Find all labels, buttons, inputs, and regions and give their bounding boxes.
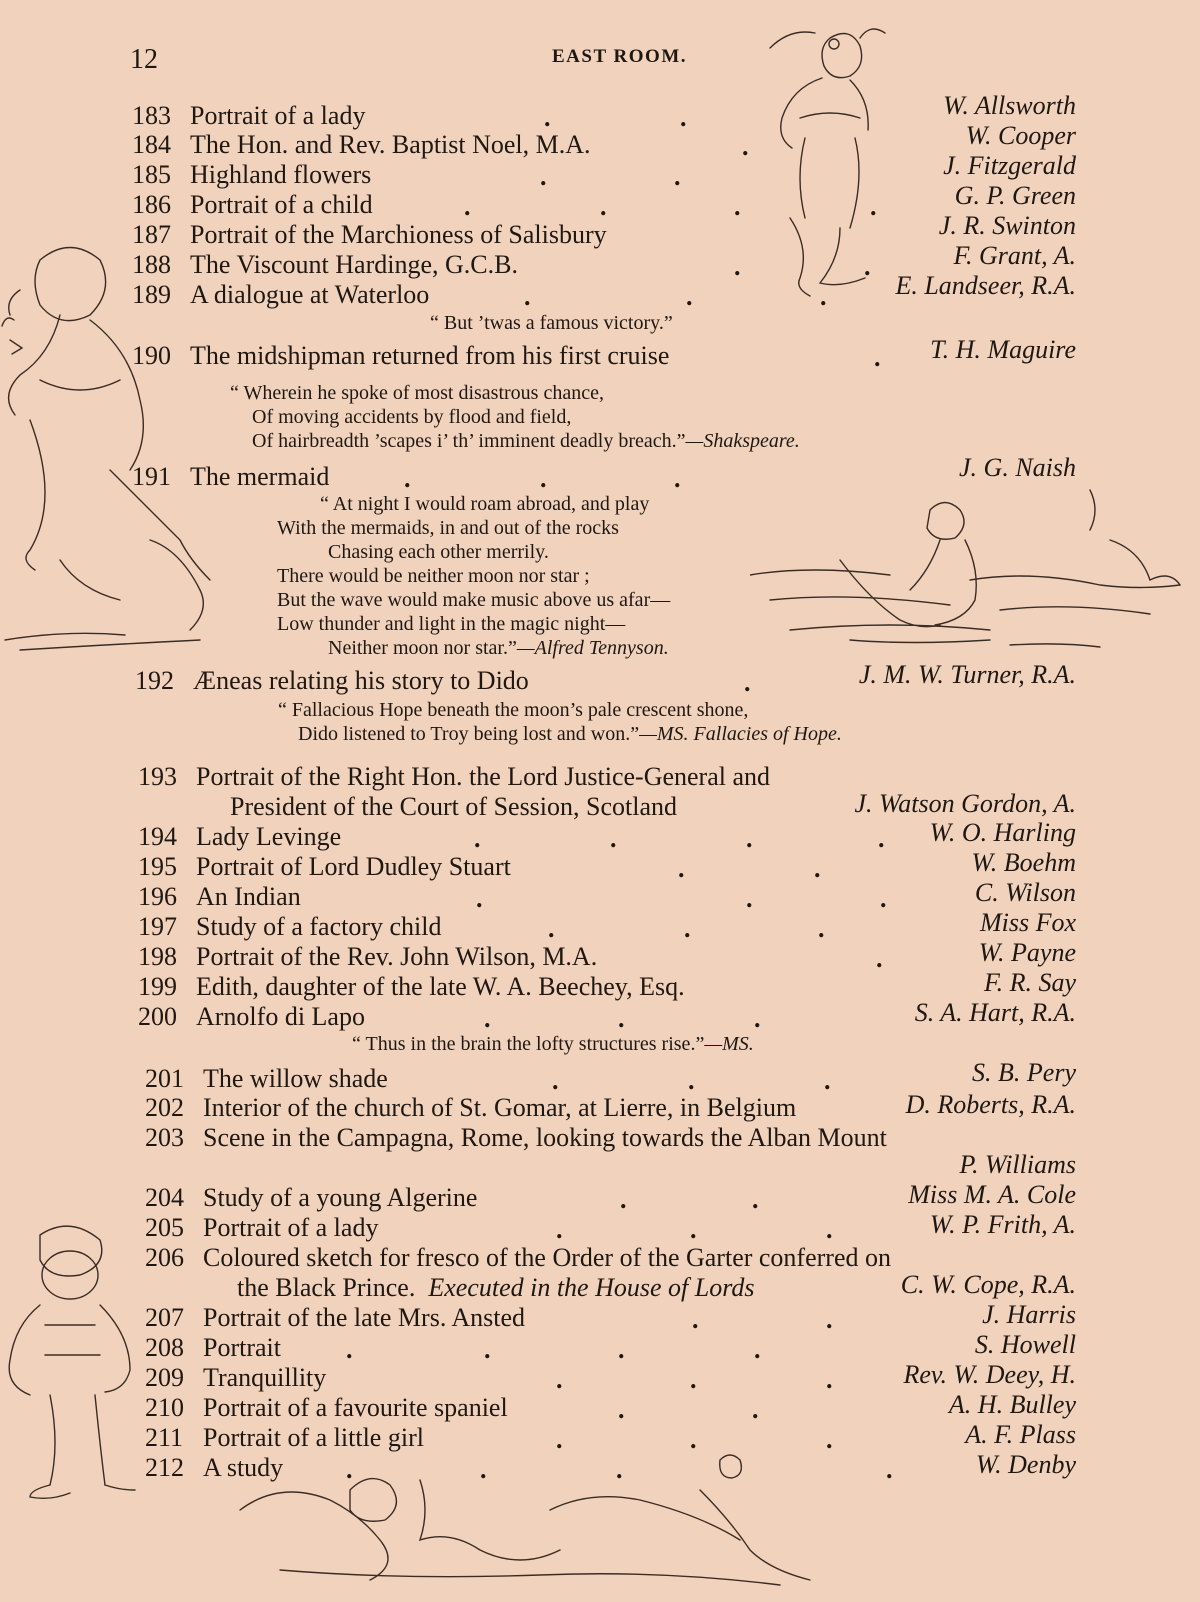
entry-title: Highland flowers [190,160,372,189]
entry-number: 207 [145,1303,184,1332]
leader-dot: . [556,1425,563,1454]
artist-189: E. Landseer, R.A. [895,271,1076,300]
leader-dot: . [616,1455,623,1484]
entry-number: 184 [132,130,171,159]
entry-title: Tranquillity [203,1363,327,1392]
entry-title: An Indian [196,882,301,911]
quote-200 [352,1032,754,1056]
sketch-figure-top-right [760,18,900,308]
entry-number: 186 [132,190,171,219]
quote-text: “ Thus in the brain the lofty structures rise.” [352,1033,705,1055]
quote-text: Dido listened to Troy being lost and won.” [298,723,640,745]
leader-dot: . [880,884,887,913]
artist-190: T. H. Maguire [930,335,1076,364]
leader-dot: . [744,668,751,697]
leader-dot: . [556,1215,563,1244]
sketch-figures-bottom [220,1450,840,1600]
artist-188: F. Grant, A. [953,241,1076,270]
leader-dot: . [814,854,821,883]
entry-number: 192 [135,666,174,695]
quote-192-line-2 [298,722,842,746]
leader-dot: . [874,343,881,372]
entry-title: Portrait of the late Mrs. Ansted [203,1303,526,1332]
leader-dot: . [754,1004,761,1033]
entry-title: Lady Levinge [196,822,342,851]
leader-dot: . [818,914,825,943]
catalogue-entry-183 [132,101,365,131]
entry-title: Study of a young Algerine [203,1183,478,1212]
entry-number: 194 [138,822,177,851]
quote-189: “ But ’twas a famous victory.” [430,312,673,334]
leader-dot: . [876,944,883,973]
catalogue-entry-200 [138,1002,365,1032]
entry-number: 196 [138,882,177,911]
leader-dot: . [548,914,555,943]
leader-dot: . [752,1395,759,1424]
quote-191-line-3: Chasing each other merrily. [328,541,549,563]
leader-dot: . [674,464,681,493]
leader-dot: . [680,103,687,132]
entry-title: The midshipman returned from his first cruise [190,341,670,370]
leader-dot: . [870,192,877,221]
entry-number: 205 [145,1213,184,1242]
leader-dot: . [556,1365,563,1394]
leader-dot: . [746,824,753,853]
catalogue-entry-202 [145,1093,796,1123]
artist-184: W. Cooper [965,121,1076,150]
leader-dot: . [620,1185,627,1214]
catalogue-entry-209 [145,1363,326,1393]
artist-196: C. Wilson [974,878,1076,907]
artist-206: C. W. Cope, R.A. [900,1270,1076,1299]
leader-dot: . [346,1455,353,1484]
catalogue-entry-193 [138,762,770,792]
quote-source: —MS. Fallacies of Hope. [639,723,842,745]
leader-dot: . [674,162,681,191]
leader-dot: . [610,824,617,853]
artist-198: W. Payne [978,938,1076,967]
artist-187: J. R. Swinton [938,211,1076,240]
artist-197: Miss Fox [979,908,1076,937]
catalogue-entry-206 [145,1243,891,1273]
entry-193-continuation: President of the Court of Session, Scotland [230,792,678,821]
entry-number: 202 [145,1093,184,1122]
artist-193: J. Watson Gordon, A. [854,789,1076,818]
entry-number: 187 [132,220,171,249]
entry-title: Arnolfo di Lapo [196,1002,365,1031]
leader-dot: . [752,1185,759,1214]
entry-title: The Viscount Hardinge, G.C.B. [190,250,518,279]
entry-number: 188 [132,250,171,279]
catalogue-entry-212 [145,1453,283,1483]
entry-title: Portrait of a favourite spaniel [203,1393,508,1422]
catalogue-entry-208 [145,1333,281,1363]
entry-title: Portrait of a lady [190,101,366,130]
leader-dot: . [404,464,411,493]
entry-title: Æneas relating his story to Dido [193,666,529,695]
entry-number: 200 [138,1002,177,1031]
catalogue-entry-184 [132,130,591,160]
catalogue-entry-211 [145,1423,424,1453]
artist-207: J. Harris [982,1300,1076,1329]
entry-number: 203 [145,1123,184,1152]
entry-title: Scene in the Campagna, Rome, looking towards the Alban Mount [203,1123,887,1152]
leader-dot: . [690,1365,697,1394]
leader-dot: . [824,1066,831,1095]
catalogue-entry-192 [135,666,529,696]
page-number: 12 [130,44,158,75]
sketch-figure-bottom-left [0,1215,150,1505]
entry-title: Portrait of a child [190,190,373,219]
artist-208: S. Howell [974,1330,1076,1359]
leader-dot: . [690,1215,697,1244]
catalogue-entry-191 [132,462,329,492]
entry-number: 195 [138,852,177,881]
catalogue-entry-205 [145,1213,378,1243]
entry-title: Portrait of the Rev. John Wilson, M.A. [196,942,598,971]
entry-number: 190 [132,341,171,370]
leader-dot: . [346,1335,353,1364]
catalogue-entry-197 [138,912,442,942]
entry-title: The Hon. and Rev. Baptist Noel, M.A. [190,130,591,159]
artist-202: D. Roberts, R.A. [905,1090,1076,1119]
catalogue-entry-198 [138,942,597,972]
entry-number: 197 [138,912,177,941]
artist-186: G. P. Green [954,181,1076,210]
entry-number: 208 [145,1333,184,1362]
artist-212: W. Denby [975,1450,1076,1479]
entry-number: 209 [145,1363,184,1392]
artist-201: S. B. Pery [972,1058,1076,1087]
entry-number: 193 [138,762,177,791]
entry-title: The willow shade [203,1064,388,1093]
leader-dot: . [618,1395,625,1424]
catalogue-entry-185 [132,160,371,190]
entry-number: 191 [132,462,171,491]
leader-dot: . [746,884,753,913]
quote-191-line-1: “ At night I would roam abroad, and play [320,493,650,515]
leader-dot: . [820,282,827,311]
entry-title: Portrait of a lady [203,1213,379,1242]
leader-dot: . [484,1004,491,1033]
entry-title: Portrait of the Right Hon. the Lord Justice-General and [196,762,771,791]
catalogue-entry-207 [145,1303,525,1333]
quote-190-line-3 [252,429,800,453]
quote-text: Of hairbreadth ’scapes i’ th’ imminent deadly breach.” [252,430,686,452]
entry-title: Study of a factory child [196,912,442,941]
leader-dot: . [734,192,741,221]
leader-dot: . [474,824,481,853]
entry-title: A study [203,1453,284,1482]
catalogue-entry-188 [132,250,518,280]
entry-title: The mermaid [190,462,330,491]
artist-203: P. Williams [959,1150,1076,1179]
catalogue-entry-187 [132,220,607,250]
leader-dot: . [618,1004,625,1033]
catalogue-entry-194 [138,822,341,852]
leader-dot: . [826,1215,833,1244]
quote-source: —Shakspeare. [685,430,800,452]
quote-source: —Alfred Tennyson. [516,637,669,659]
catalogue-entry-210 [145,1393,508,1423]
artist-185: J. Fitzgerald [943,151,1076,180]
quote-190-line-1: “ Wherein he spoke of most disastrous chance, [230,382,604,404]
leader-dot: . [464,192,471,221]
entry-number: 199 [138,972,177,1001]
catalogue-entry-190 [132,341,669,371]
artist-209: Rev. W. Deey, H. [903,1360,1076,1389]
quote-191-line-4: There would be neither moon nor star ; [277,565,590,587]
running-head: EAST ROOM. [552,46,688,67]
entry-title: Portrait of the Marchioness of Salisbury [190,220,607,249]
entry-title: Portrait [203,1333,281,1362]
entry-number: 185 [132,160,171,189]
leader-dot: . [826,1425,833,1454]
entry-title: Portrait of Lord Dudley Stuart [196,852,511,881]
catalogue-entry-186 [132,190,373,220]
quote-190-line-2: Of moving accidents by flood and field, [252,406,572,428]
entry-number: 210 [145,1393,184,1422]
leader-dot: . [742,132,749,161]
quote-191-line-2: With the mermaids, in and out of the rocks [277,517,619,539]
leader-dot: . [552,1066,559,1095]
artist-192: J. M. W. Turner, R.A. [858,660,1076,689]
quote-191-line-7 [328,636,669,660]
catalogue-entry-204 [145,1183,477,1213]
entry-number: 204 [145,1183,184,1212]
leader-dot: . [544,103,551,132]
quote-192-line-1: “ Fallacious Hope beneath the moon’s pale crescent shone, [278,699,749,721]
quote-text: Neither moon nor star.” [328,637,517,659]
entry-number: 211 [145,1423,184,1452]
catalogue-entry-189 [132,280,429,310]
leader-dot: . [886,1455,893,1484]
entry-title: Coloured sketch for fresco of the Order of the Garter conferred on [203,1243,891,1272]
entry-title-continuation: the Black Prince. [237,1273,416,1302]
artist-199: F. R. Say [984,968,1076,997]
entry-number: 183 [132,101,171,130]
catalogue-entry-203 [145,1123,887,1153]
entry-title: Interior of the church of St. Gomar, at Lierre, in Belgium [203,1093,797,1122]
entry-number: 198 [138,942,177,971]
entry-number: 189 [132,280,171,309]
artist-200: S. A. Hart, R.A. [914,998,1076,1027]
leader-dot: . [686,282,693,311]
entry-number: 212 [145,1453,184,1482]
leader-dot: . [826,1365,833,1394]
leader-dot: . [524,282,531,311]
leader-dot: . [688,1066,695,1095]
leader-dot: . [600,192,607,221]
leader-dot: . [754,1335,761,1364]
sketch-mermaid-waves [750,480,1190,660]
artist-204: Miss M. A. Cole [908,1180,1076,1209]
catalogue-entry-196 [138,882,301,912]
leader-dot: . [540,464,547,493]
entry-note: Executed in the House of Lords [428,1273,755,1302]
leader-dot: . [476,884,483,913]
artist-194: W. O. Harling [929,818,1076,847]
leader-dot: . [678,854,685,883]
leader-dot: . [484,1335,491,1364]
leader-dot: . [878,824,885,853]
artist-211: A. F. Plass [965,1420,1076,1449]
leader-dot: . [734,252,741,281]
artist-191: J. G. Naish [959,453,1076,482]
leader-dot: . [692,1305,699,1334]
quote-191-line-6: Low thunder and light in the magic night— [277,613,626,635]
leader-dot: . [480,1455,487,1484]
leader-dot: . [690,1425,697,1454]
entry-206-continuation [237,1273,755,1303]
entry-title: Edith, daughter of the late W. A. Beechey, Esq. [196,972,685,1001]
leader-dot: . [618,1335,625,1364]
entry-title: A dialogue at Waterloo [190,280,430,309]
leader-dot: . [826,1305,833,1334]
leader-dot: . [540,162,547,191]
quote-source: —MS. [704,1033,754,1055]
catalogue-entry-195 [138,852,511,882]
entry-number: 206 [145,1243,184,1272]
entry-number: 201 [145,1064,184,1093]
artist-195: W. Boehm [971,848,1076,877]
artist-205: W. P. Frith, A. [929,1210,1076,1239]
quote-191-line-5: But the wave would make music above us afar— [277,589,671,611]
leader-dot: . [864,252,871,281]
artist-183: W. Allsworth [943,91,1076,120]
entry-title: Portrait of a little girl [203,1423,424,1452]
artist-210: A. H. Bulley [948,1390,1076,1419]
catalogue-entry-201 [145,1064,388,1094]
leader-dot: . [684,914,691,943]
catalogue-entry-199 [138,972,685,1002]
